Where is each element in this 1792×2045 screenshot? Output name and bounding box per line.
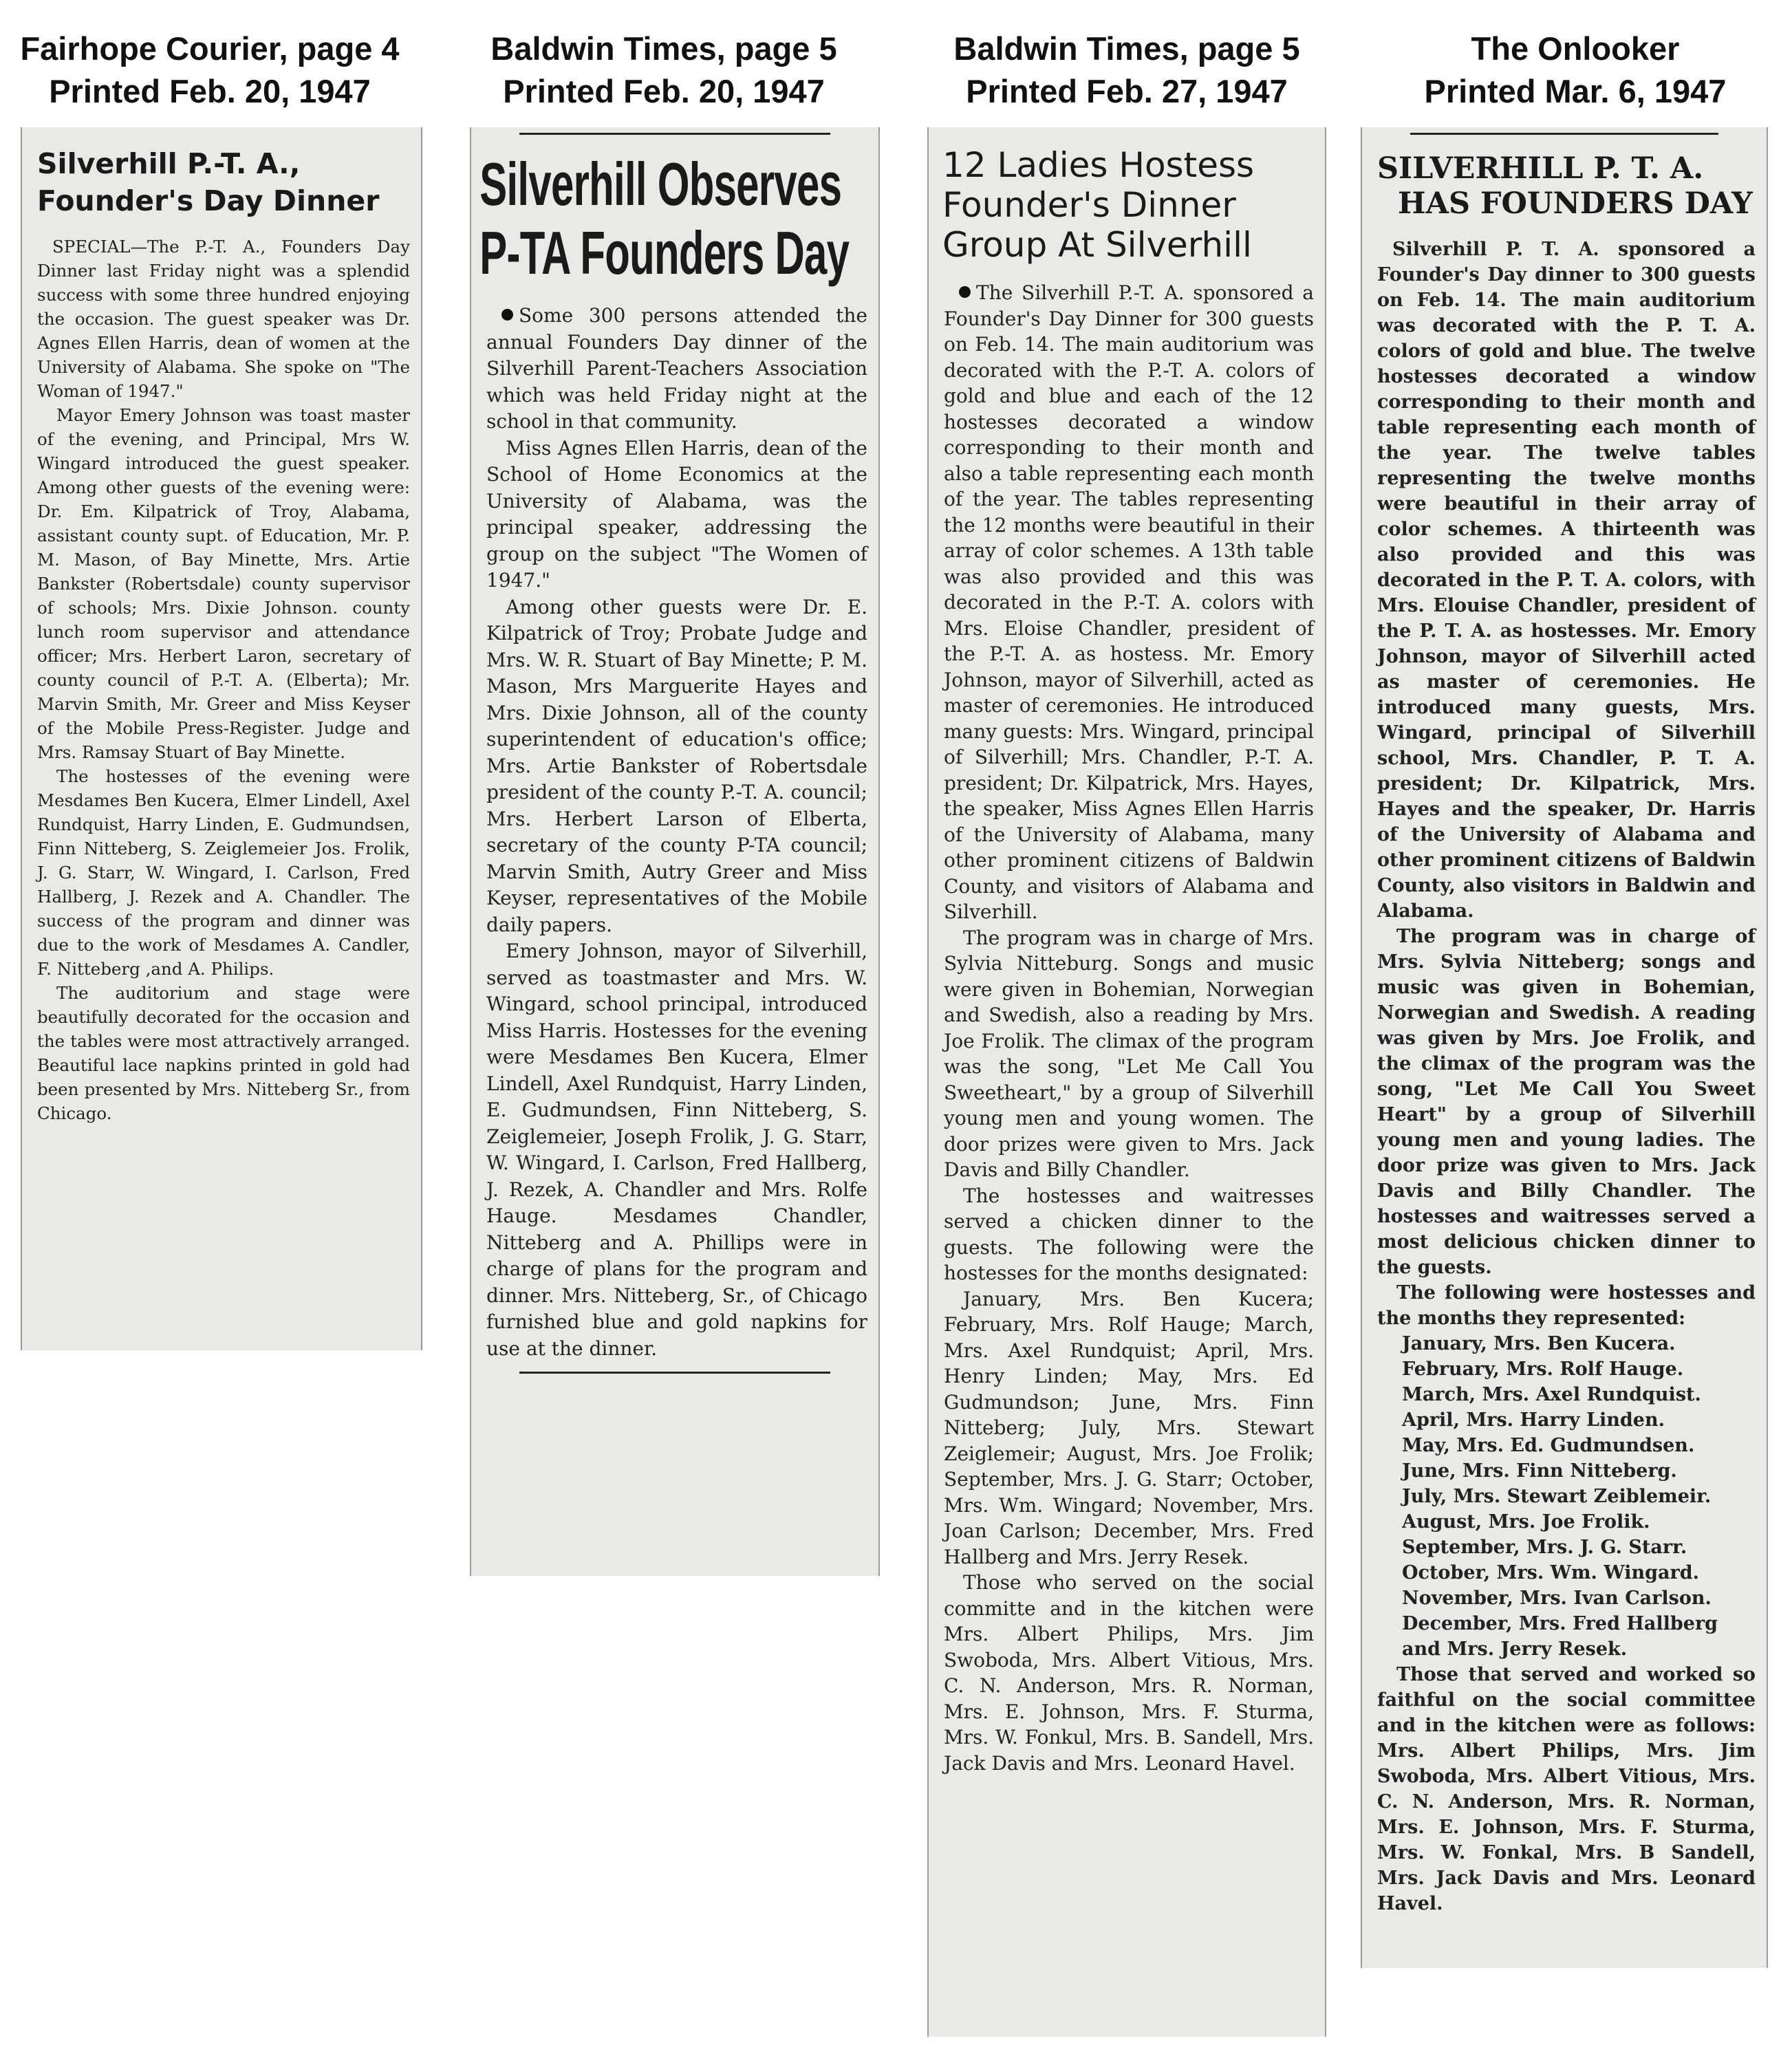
paragraph: January, Mrs. Ben Kucera; February, Mrs. Rolf Hauge; March, Mrs. Axel Rundquist; April, Mrs. Henry Linden; May, Mrs. Ed Gudmundson; June, Mrs. Finn Nitteberg; July, Mrs. Stewart Zeiglemeir; August, Mrs. Joe Frolik; September, Mrs. J. G. Starr; October, Mrs. Wm. Wingard; November, Mrs. Joan Carlson; December, Mrs. Fred Hallberg and Mrs. Jerry Resek. [944, 1287, 1314, 1568]
source-label: Baldwin Times, page 5 [490, 30, 837, 67]
clipping-fairhope-courier [21, 127, 422, 1350]
paragraph: Among other guests were Dr. E. Kilpatrick of Troy; Probate Judge and Mrs. W. R. Stuart of Bay Minette; P. M. Mason, Mrs Marguerite Hayes and Mrs. Dixie Johnson, all of the county superintendent of education's office; Mrs. Artie Bankster of Robertsdale president of the county P.-T. A. council; Mrs. Herbert Larson of Elberta, secretary of the county P-TA council; Marvin Smith, Autry Greer and Miss Keyser, representatives of the Mobile daily papers. [486, 595, 867, 936]
clipping-headline [929, 127, 1325, 265]
paragraph: Those that served and worked so faithful on the social committee and in the kitchen were as follows: Mrs. Albert Philips, Mrs. Jim Swoboda, Mrs. Albert Vitious, Mrs. C. N. Anderson, Mrs. R. Norman, Mrs. E. Johnson, Mrs. F. Sturma, Mrs. W. Fonkal, Mrs. B Sandell, Mrs. Jack Davis and Mrs. Leonard Havel. [1377, 1664, 1756, 1914]
paragraph: The program was in charge of Mrs. Sylvia Nitteberg; songs and music was given in Bohemian, Norwegian and Swedish. A reading was given by Mrs. Joe Frolik, and the climax of the program was the song, "Let Me Call You Sweet Heart" by a group of Silverhill young men and young ladies. The door prize was given to Mrs. Jack Davis and Billy Chandler. The hostesses and waitresses served a most delicious chicken dinner to the guests. [1377, 926, 1756, 1278]
hostess-month-list [1377, 1331, 1756, 1662]
source-label: Baldwin Times, page 5 [953, 30, 1300, 67]
paragraph-text: Some 300 persons attended the annual Founders Day dinner of the Silverhill Parent-Teachers Association which was held Friday night at the school in that community. [486, 304, 867, 433]
paragraph: Miss Agnes Ellen Harris, dean of the School of Home Economics at the University of Alabama, was the principal speaker, addressing the group on the subject "The Women of 1947." [486, 436, 867, 592]
paragraph-text: The Silverhill P.-T. A. sponsored a Founder's Day Dinner for 300 guests on Feb. 14. The main auditorium was decorated with the P.-T. A. colors of gold and blue and each of the 12 hostesses decorated a window corresponding to their month and also a table representing each month of the year. The tables representing the 12 months were beautiful in their array of color schemes. A 13th table was also provided and this was decorated in the P.-T. A. colors with Mrs. Eloise Chandler, president of the P.-T. A. as hostess. Mr. Emory Johnson, mayor of Silverhill, acted as master of ceremonies. He introduced many guests: Mrs. Wingard, principal of Silverhill; Mrs. Chandler, P.-T. A. president; Dr. Kilpatrick, Mrs. Hayes, the speaker, Miss Agnes Ellen Harris of the University of Alabama, many other prominent citizens of Baldwin County, and visitors of Alabama and Silverhill. [944, 281, 1314, 923]
headline-line: Group At Silverhill [942, 225, 1252, 265]
paragraph: The following were hostesses and the months they represented: [1377, 1282, 1756, 1329]
paragraph [944, 280, 1314, 925]
printed-date: Printed Feb. 20, 1947 [503, 73, 825, 109]
paragraph: The auditorium and stage were beautifully decorated for the occasion and the tables were most attractively arranged. Beautiful lace napkins printed in gold had been presented by Mrs. Nitteberg Sr., from Chicago. [37, 983, 410, 1123]
headline-line: Founder's Dinner [942, 185, 1236, 225]
printed-date: Printed Mar. 6, 1947 [1424, 73, 1727, 109]
clipping-baldwin-times-feb-20 [470, 127, 880, 1576]
headline-line: Founder's Day Dinner [37, 184, 380, 217]
clipping-baldwin-times-feb-27 [927, 127, 1326, 2037]
clipping-headline [22, 127, 421, 219]
headline-line: Silverhill Observes [479, 150, 842, 218]
headline-line: P-TA Founders Day [479, 219, 850, 287]
paragraph: The program was in charge of Mrs. Sylvia Nitteburg. Songs and music were given in Bohemian, Norwegian and Swedish, also a reading by Mrs. Joe Frolik. The climax of the program was the song, "Let Me Call You Sweetheart," by a group of Silverhill young men and young women. The door prizes were given to Mrs. Jack Davis and Billy Chandler. [944, 926, 1314, 1181]
printed-date: Printed Feb. 27, 1947 [966, 73, 1288, 109]
list-item: May, Mrs. Ed. Gudmundsen. [1402, 1435, 1695, 1456]
clipping-headline [471, 135, 880, 288]
column-3-header [907, 28, 1347, 117]
column-4-header [1359, 28, 1792, 117]
list-item: July, Mrs. Stewart Zeiblemeir. [1402, 1486, 1712, 1507]
clipping-body [1377, 237, 1756, 1916]
clipping-headline [1362, 135, 1767, 221]
list-item: April, Mrs. Harry Linden. [1402, 1409, 1665, 1431]
headline-line: 12 Ladies Hostess [942, 145, 1255, 185]
column-1-header [0, 28, 420, 117]
list-item: January, Mrs. Ben Kucera. [1402, 1333, 1676, 1354]
headline-line: HAS FOUNDERS DAY [1398, 186, 1753, 221]
column-2-header [447, 28, 881, 117]
bullet-icon [501, 309, 513, 321]
list-item: March, Mrs. Axel Rundquist. [1402, 1384, 1701, 1405]
paragraph: Silverhill P. T. A. sponsored a Founder's Day dinner to 300 guests on Feb. 14. The main auditorium was decorated with the P. T. A. colors of gold and blue. The twelve hostesses decorated a window corresponding to their month and table representing each month of the year. The twelve tables representing the twelve months were beautiful in their array of color schemes. A thirteenth was also provided and this was decorated in the P. T. A. colors, with Mrs. Elouise Chandler, president of the P. T. A. as hostesses. Mr. Emory Johnson, mayor of Silverhill acted as master of ceremonies. He introduced many guests, Mrs. Wingard, principal of Silverhill school, Mrs. Chandler, P. T. A. president; Dr. Kilpatrick, Mrs. Hayes and the speaker, Dr. Harris of the University of Alabama and other prominent citizens of Baldwin County, also visitors in Baldwin and Alabama. [1377, 239, 1756, 922]
list-item: September, Mrs. J. G. Starr. [1402, 1537, 1687, 1558]
paragraph: Emery Johnson, mayor of Silverhill, served as toastmaster and Mrs. W. Wingard, school principal, introduced Miss Harris. Hostesses for the evening were Mesdames Ben Kucera, Elmer Lindell, Axel Rundquist, Harry Linden, E. Gudmundsen, Finn Nitteberg, S. Zeiglemeier, Joseph Frolik, J. G. Starr, W. Wingard, I. Carlson, Fred Hallberg, J. Rezek, A. Chandler and Mrs. Rolfe Hauge. Mesdames Chandler, Nitteberg and A. Phillips were in charge of plans for the program and dinner. Mrs. Nitteberg, Sr., of Chicago furnished blue and gold napkins for use at the dinner. [486, 940, 867, 1360]
paragraph: Those who served on the social committe and in the kitchen were Mrs. Albert Philips, Mrs. Jim Swoboda, Mrs. Albert Vitious, Mrs. C. N. Anderson, Mrs. R. Norman, Mrs. E. Johnson, Mrs. F. Sturma, Mrs. W. Fonkul, Mrs. B. Sandell, Mrs. Jack Davis and Mrs. Leonard Havel. [944, 1571, 1314, 1775]
paragraph: The hostesses and waitresses served a chicken dinner to the guests. The following were the hostesses for the months designated: [944, 1184, 1314, 1284]
clipping-body [37, 235, 410, 1125]
list-item: February, Mrs. Rolf Hauge. [1402, 1359, 1684, 1380]
source-label: The Onlooker [1471, 30, 1680, 67]
paragraph [486, 303, 867, 435]
bullet-icon [959, 286, 971, 298]
list-item: October, Mrs. Wm. Wingard. [1402, 1562, 1699, 1583]
clipping-body [486, 303, 867, 1362]
printed-date: Printed Feb. 20, 1947 [49, 73, 371, 109]
clipping-the-onlooker [1361, 127, 1768, 1968]
paragraph: Mayor Emery Johnson was toast master of the evening, and Principal, Mrs W. Wingard introduced the guest speaker. Among other guests of the evening were: Dr. Em. Kilpatrick of Troy, Alabama, assistant county supt. of Education, Mr. P. M. Mason, of Bay Minette, Mrs. Artie Bankster (Robertsdale) county supervisor of schools; Mrs. Dixie Johnson. county lunch room supervisor and attendance officer; Mrs. Herbert Laron, secretary of county council of P.-T. A. (Elberta); Mr. Marvin Smith, Mr. Greer and Miss Keyser of the Mobile Press-Register. Judge and Mrs. Ramsay Stuart of Bay Minette. [37, 405, 410, 762]
headline-line: SILVERHILL P. T. A. [1377, 151, 1704, 186]
paragraph: SPECIAL—The P.-T. A., Founders Day Dinner last Friday night was a splendid success with some three hundred enjoying the occasion. The guest speaker was Dr. Agnes Ellen Harris, dean of women at the University of Alabama. She spoke on "The Woman of 1947." [37, 237, 410, 401]
list-item: June, Mrs. Finn Nitteberg. [1402, 1460, 1677, 1482]
list-item: December, Mrs. Fred Hallberg and Mrs. Jerry Resek. [1402, 1613, 1718, 1660]
bottom-rule [519, 1372, 830, 1374]
source-label: Fairhope Courier, page 4 [20, 30, 400, 67]
paragraph: The hostesses of the evening were Mesdames Ben Kucera, Elmer Lindell, Axel Rundquist, Harry Linden, E. Gudmundsen, Finn Nitteberg, S. Zeiglemeier Jos. Frolik, J. G. Starr, W. Wingard, I. Carlson, Fred Hallberg, J. Rezek and A. Chandler. The success of the program and dinner was due to the work of Mesdames A. Candler, F. Nitteberg ,and A. Philips. [37, 766, 410, 979]
list-item: November, Mrs. Ivan Carlson. [1402, 1588, 1712, 1609]
clipping-body [944, 280, 1314, 1776]
headline-line: Silverhill P.-T. A., [37, 147, 301, 180]
list-item: August, Mrs. Joe Frolik. [1402, 1511, 1650, 1533]
